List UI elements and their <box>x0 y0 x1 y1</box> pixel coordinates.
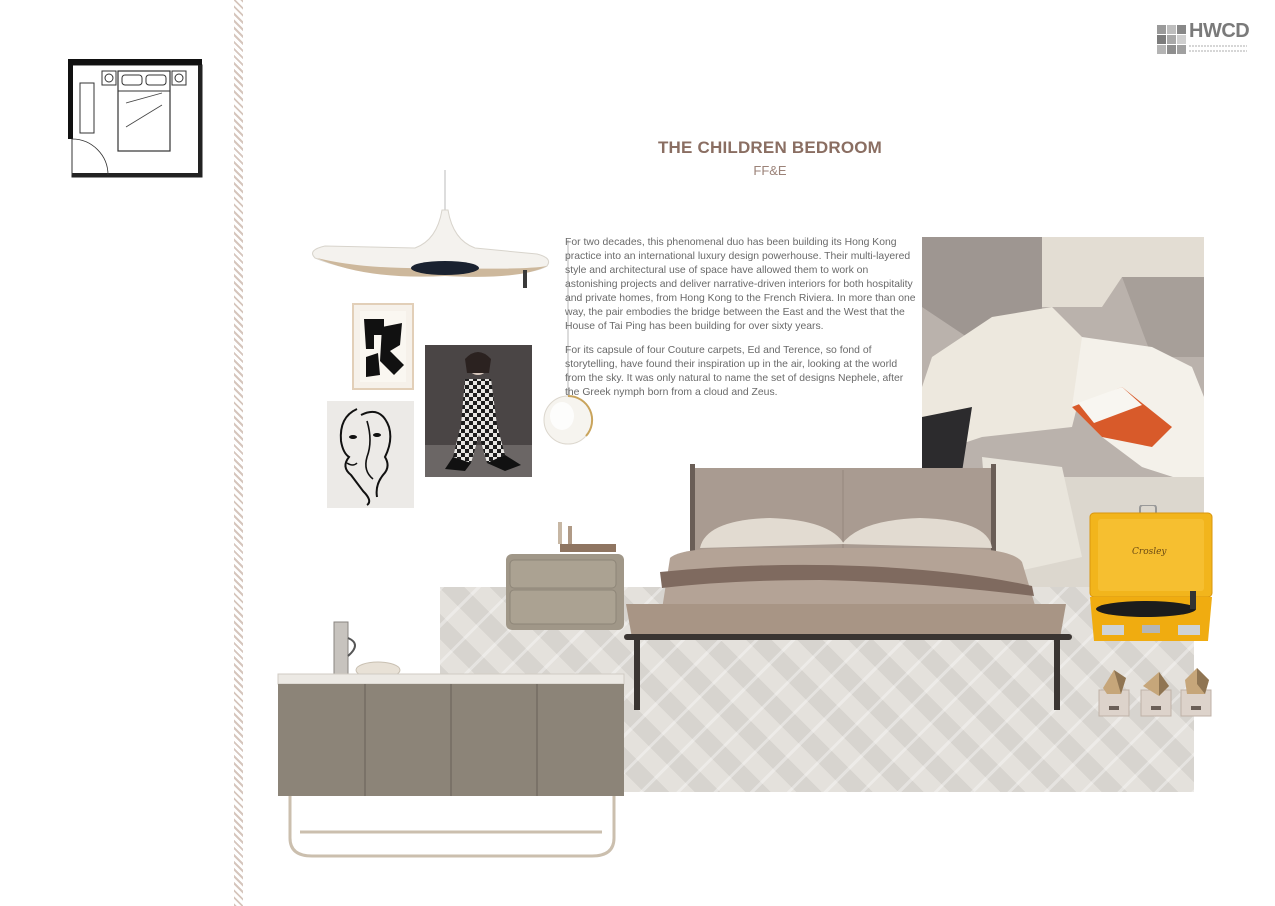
logo-tagline <box>1189 44 1249 54</box>
cube-ornaments <box>1095 666 1215 721</box>
logo-text: HWCD <box>1189 20 1250 42</box>
logo-squares-icon <box>1157 25 1189 55</box>
pendant-lamp <box>305 170 555 292</box>
record-player-brand: Crosley <box>1132 547 1167 557</box>
floor-plan-icon <box>66 57 206 183</box>
description-text <box>565 236 920 410</box>
page-title: THE CHILDREN BEDROOM <box>657 138 883 157</box>
upholstered-bed <box>620 462 1075 712</box>
page-subtitle: FF&E <box>753 163 787 178</box>
framed-line-art-faces <box>327 401 414 508</box>
description-paragraph-2: For its capsule of four Couture carpets, Ed and Terence, so fond of storytelling, have found their inspiration up in the air, looking at the world from the sky. It was only natural to name the set of designs Nephele, after the Greek nymph born from a cloud and Zeus. <box>565 345 904 398</box>
sideboard <box>276 618 626 863</box>
record-player <box>1086 505 1216 647</box>
hatched-divider <box>234 0 243 906</box>
nightstand <box>500 518 630 633</box>
framed-photo-houndstooth <box>425 345 532 477</box>
description-paragraph-1: For two decades, this phenomenal duo has been building its Hong Kong practice into an international luxury design powerhouse. Their multi-layered style and architectural use of space have allowed them to work on astonishing projects and deliver narrative-driven interiors for both hospitality and private homes, from Hong Kong to the French Riviera. In more than one way, the pair embodies the bridge between the East and the West that the House of Tai Ping has been building for over sixty years. <box>565 237 916 332</box>
framed-print-black-abstract <box>352 303 414 390</box>
